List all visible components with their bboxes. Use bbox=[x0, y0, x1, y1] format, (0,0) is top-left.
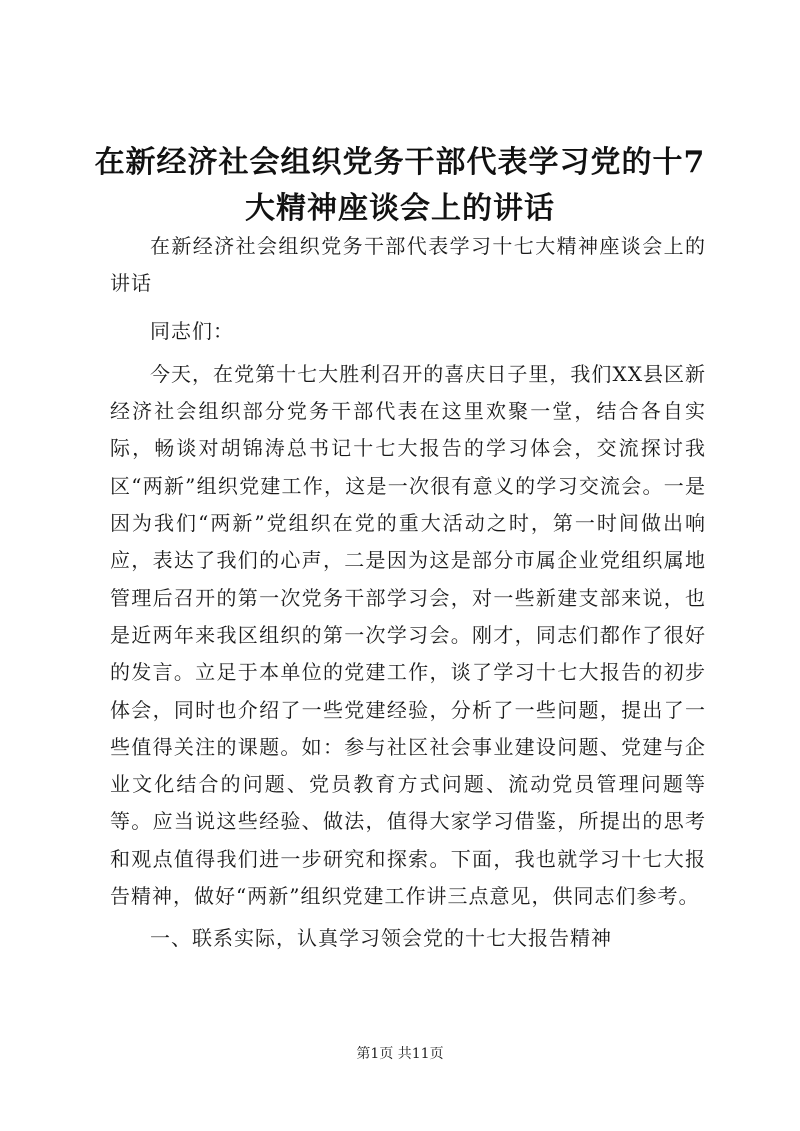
page-number: 第1页 共11页 bbox=[356, 1046, 444, 1062]
greeting-paragraph: 同志们： bbox=[150, 318, 234, 343]
document-body bbox=[110, 228, 706, 958]
intro-paragraph: 在新经济社会组织党务干部代表学习十七大精神座谈会上的讲话 bbox=[110, 234, 706, 296]
document-title: 在新经济社会组织党务干部代表学习党的十7大精神座谈会上的讲话 bbox=[94, 145, 706, 226]
main-paragraph: 今天，在党第十七大胜利召开的喜庆日子里，我们XX县区新经济社会组织部分党务干部代表在这里欢聚一堂，结合各自实际，畅谈对胡锦涛总书记十七大报告的学习体会，交流探讨我区“两新”组织党建工作，这是一次很有意义的学习交流会。一是因为我们“两新”党组织在党的重大活动之时，第一时间做出响应，表达了我们的心声，二是因为这是部分市属企业党组织属地管理后召开的第一次党务干部学习会，对一些新建支部来说，也是近两年来我区组织的第一次学习会。刚才，同志们都作了很好的发言。立足于本单位的党建工作，谈了学习十七大报告的初步体会，同时也介绍了一些党建经验，分析了一些问题，提出了一些值得关注的课题。如：参与社区社会事业建设问题、党建与企业文化结合的问题、党员教育方式问题、流动党员管理问题等等。应当说这些经验、做法，值得大家学习借鉴，所提出的思考和观点值得我们进一步研究和探索。下面，我也就学习十七大报告精神，做好“两新”组织党建工作讲三点意见，供同志们参考。 bbox=[110, 361, 706, 909]
section-heading: 一、联系实际，认真学习领会党的十七大报告精神 bbox=[150, 926, 612, 951]
